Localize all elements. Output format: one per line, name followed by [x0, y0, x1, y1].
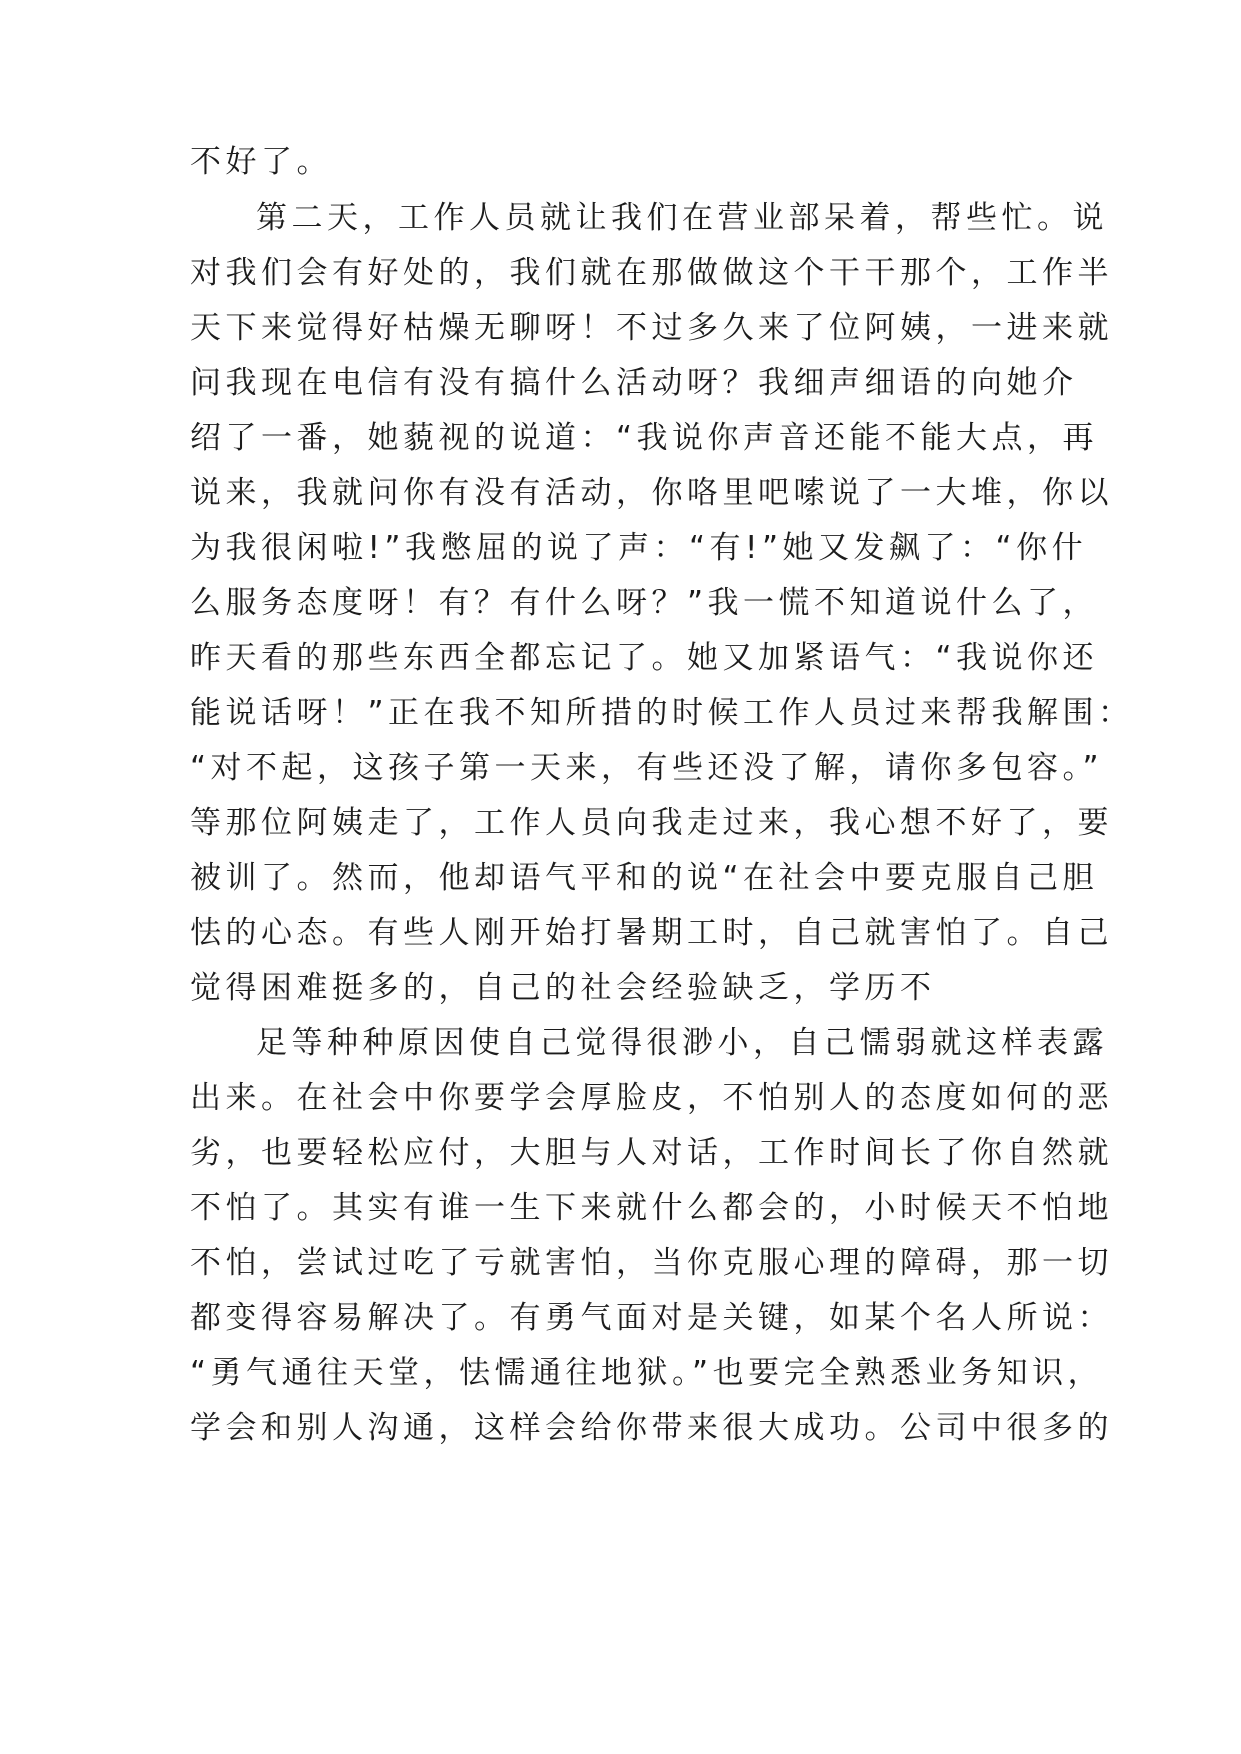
text-line: 觉得困难挺多的，自己的社会经验缺乏，学历不	[190, 970, 936, 1006]
text-line: 不好了。	[190, 144, 332, 180]
text-line: 不怕，尝试过吃了亏就害怕，当你克服心理的障碍，那一切	[190, 1245, 1113, 1281]
text-line: 学会和别人沟通，这样会给你带来很大成功。公司中很多的	[190, 1410, 1113, 1446]
text-line: 等那位阿姨走了，工作人员向我走过来，我心想不好了，要	[190, 805, 1113, 841]
text-line: 足等种种原因使自己觉得很渺小，自己懦弱就这样表露	[256, 1025, 1108, 1061]
text-line: 第二天，工作人员就让我们在营业部呆着，帮些忙。说	[256, 200, 1108, 236]
text-line: 说来，我就问你有没有活动，你咯里吧嗦说了一大堆，你以	[190, 475, 1113, 511]
text-line: 么服务态度呀！有？有什么呀？”我一慌不知道说什么了，	[190, 585, 1099, 621]
text-line: 能说话呀！”正在我不知所措的时候工作人员过来帮我解围：	[190, 695, 1134, 731]
text-line: 绍了一番，她藐视的说道：“我说你声音还能不能大点，再	[190, 420, 1099, 456]
text-line: 劣，也要轻松应付，大胆与人对话，工作时间长了你自然就	[190, 1135, 1113, 1171]
text-line: 为我很闲啦!”我憋屈的说了声：“有!”她又发飙了：“你什	[190, 530, 1088, 566]
text-line: 怯的心态。有些人刚开始打暑期工时，自己就害怕了。自己	[190, 915, 1113, 951]
text-line: “勇气通往天堂，怯懦通往地狱。”也要完全熟悉业务知识，	[190, 1355, 1104, 1391]
text-line: 对我们会有好处的，我们就在那做做这个干干那个，工作半	[190, 255, 1113, 291]
text-line: 出来。在社会中你要学会厚脸皮，不怕别人的态度如何的恶	[190, 1080, 1113, 1116]
text-line: 昨天看的那些东西全都忘记了。她又加紧语气：“我说你还	[190, 640, 1099, 676]
text-line: 不怕了。其实有谁一生下来就什么都会的，小时候天不怕地	[190, 1190, 1113, 1226]
text-line: 天下来觉得好枯燥无聊呀！不过多久来了位阿姨，一进来就	[190, 310, 1113, 346]
text-line: 被训了。然而，他却语气平和的说“在社会中要克服自己胆	[190, 860, 1099, 896]
text-line: 都变得容易解决了。有勇气面对是关键，如某个名人所说：	[190, 1300, 1113, 1336]
text-line: “对不起，这孩子第一天来，有些还没了解，请你多包容。”	[190, 750, 1104, 786]
text-line: 问我现在电信有没有搞什么活动呀？我细声细语的向她介	[190, 365, 1078, 401]
